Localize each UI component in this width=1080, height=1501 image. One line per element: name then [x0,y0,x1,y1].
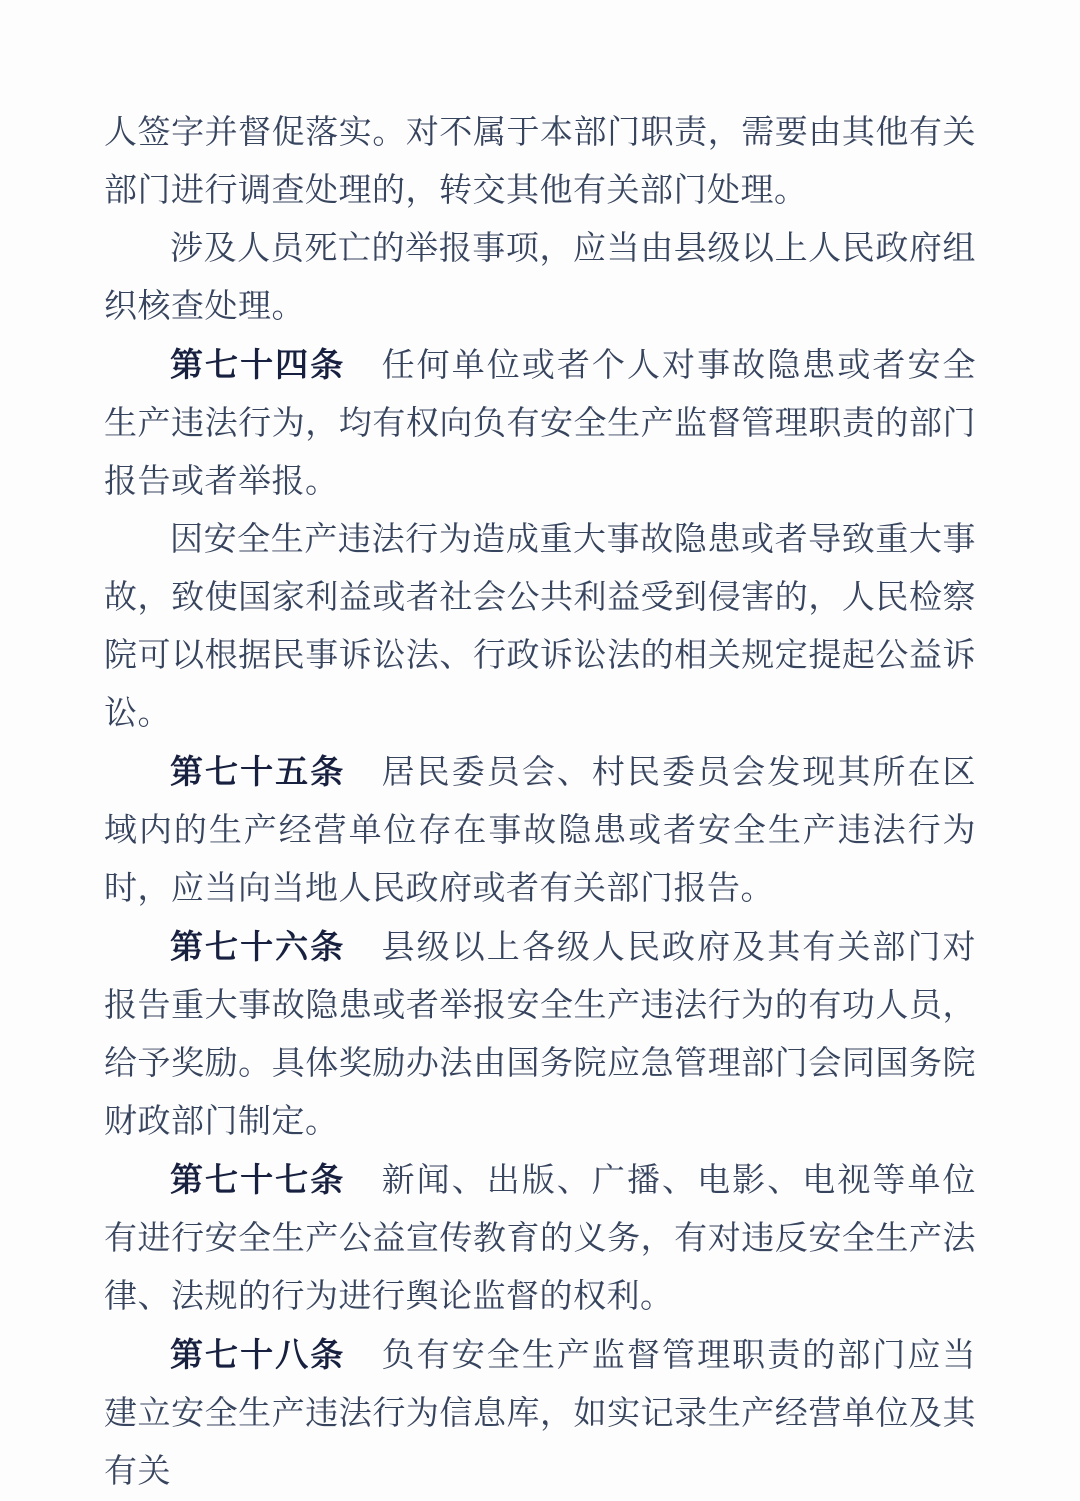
article-number: 第七十五条 [170,753,346,790]
paragraph-text: 新闻、出版、广播、电影、电视等单位有进行安全生产公益宣传教育的义务，有对违反安全生产法律、法规的行为进行舆论监督的权利。 [104,1163,977,1315]
law-paragraph [104,104,976,220]
paragraph-text: 任何单位或者个人对事故隐患或者安全生产违法行为，均有权向负有安全生产监督管理职责的部门报告或者举报。 [104,348,977,500]
law-paragraph [104,336,976,511]
law-paragraph [104,1326,976,1501]
paragraph-text: 居民委员会、村民委员会发现其所在区域内的生产经营单位存在事故隐患或者安全生产违法行为时，应当向当地人民政府或者有关部门报告。 [104,755,977,907]
paragraph-text: 涉及人员死亡的举报事项，应当由县级以上人民政府组织核查处理。 [104,231,976,325]
article-number: 第七十六条 [170,928,346,965]
law-paragraph [104,743,976,918]
article-number: 第七十八条 [170,1336,346,1373]
paragraph-text: 人签字并督促落实。对不属于本部门职责，需要由其他有关部门进行调查处理的，转交其他有关部门处理。 [104,115,976,209]
paragraph-text: 因安全生产违法行为造成重大事故隐患或者导致重大事故，致使国家利益或者社会公共利益受到侵害的，人民检察院可以根据民事诉讼法、行政诉讼法的相关规定提起公益诉讼。 [104,522,976,732]
law-paragraph [104,220,976,336]
paragraph-text: 县级以上各级人民政府及其有关部门对报告重大事故隐患或者举报安全生产违法行为的有功人员，给予奖励。具体奖励办法由国务院应急管理部门会同国务院财政部门制定。 [104,930,977,1140]
law-text-body [104,104,976,1501]
law-paragraph [104,918,976,1151]
article-number: 第七十四条 [170,346,346,383]
paragraph-text: 负有安全生产监督管理职责的部门应当建立安全生产违法行为信息库，如实记录生产经营单位及其有关 [104,1338,977,1490]
law-paragraph [104,1151,976,1326]
law-paragraph [104,511,976,743]
article-number: 第七十七条 [170,1161,346,1198]
